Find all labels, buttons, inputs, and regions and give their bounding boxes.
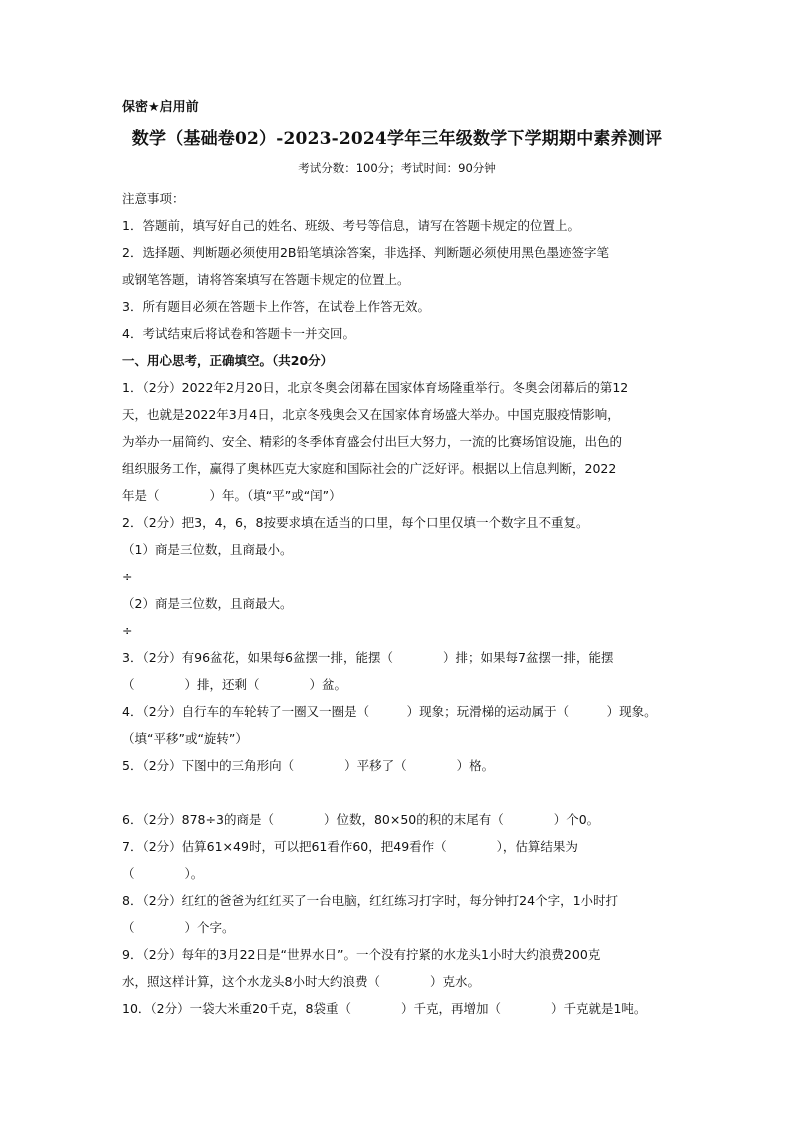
question-3-line: （ ）排，还剩（ ）盆。 (122, 677, 348, 692)
question-2-line: （2）商是三位数，且商最大。 (122, 596, 293, 611)
question-9-line: 水，照这样计算，这个水龙头8小时大约浪费（ ）克水。 (122, 974, 480, 989)
question-1-line: 1．（2分）2022年2月20日，北京冬奥会闭幕在国家体育场隆重举行。冬奥会闭幕后的第12 (122, 380, 629, 395)
question-1-line: 天，也就是2022年3月4日，北京冬残奥会又在国家体育场盛大举办。中国克服疫情影响， (122, 407, 620, 422)
question-4-line: 4．（2分）自行车的车轮转了一圈又一圈是（ ）现象；玩滑梯的运动属于（ ）现象。 (122, 704, 657, 719)
question-6-line: 6．（2分）878÷3的商是（ ）位数，80×50的积的末尾有（ ）个0。 (122, 812, 600, 827)
page-title: 数学（基础卷02）-2023-2024学年三年级数学下学期期中素养测评 (131, 129, 663, 149)
note-line: 或钢笔答题，请将答案填写在答题卡规定的位置上。 (122, 272, 410, 287)
question-7-line: 7．（2分）估算61×49时，可以把61看作60，把49看作（ ），估算结果为 (122, 839, 578, 854)
question-1-line: 年是（ ）年。（填“平”或“闰”） (122, 488, 342, 503)
division-sign: ÷ (122, 569, 133, 584)
question-4-line: （填“平移”或“旋转”） (122, 731, 248, 746)
figure-space (122, 779, 678, 806)
question-8-line: 8．（2分）红红的爸爸为红红买了一台电脑，红红练习打字时，每分钟打24个字，1小时打 (122, 893, 619, 908)
question-2-line: 2．（2分）把3，4，6，8按要求填在适当的口里，每个口里仅填一个数字且不重复。 (122, 515, 589, 530)
question-1-line: 组织服务工作，赢得了奥林匹克大家庭和国际社会的广泛好评。根据以上信息判断，2022 (122, 461, 617, 476)
notes-heading: 注意事项： (122, 191, 185, 206)
question-9-line: 9．（2分）每年的3月22日是“世界水日”。一个没有拧紧的水龙头1小时大约浪费200克 (122, 947, 601, 962)
note-line: 4．考试结束后将试卷和答题卡一并交回。 (122, 326, 355, 341)
section-heading: 一、用心思考，正确填空。（共20分） (122, 353, 334, 368)
note-line: 1．答题前，填写好自己的姓名、班级、考号等信息，请写在答题卡规定的位置上。 (122, 218, 580, 233)
division-sign: ÷ (122, 623, 133, 638)
question-3-line: 3．（2分）有96盆花，如果每6盆摆一排，能摆（ ）排；如果每7盆摆一排，能摆 (122, 650, 614, 665)
question-5-line: 5．（2分）下图中的三角形向（ ）平移了（ ）格。 (122, 758, 495, 773)
note-line: 2．选择题、判断题必须使用2B铅笔填涂答案，非选择、判断题必须使用黑色墨迹签字笔 (122, 245, 609, 260)
question-10-line: 10．（2分）一袋大米重20千克，8袋重（ ）千克，再增加（ ）千克就是1吨。 (122, 1001, 647, 1016)
confidential-label: 保密★启用前 (122, 100, 199, 115)
exam-body (122, 185, 678, 1022)
question-1-line: 为举办一届简约、安全、精彩的冬季体育盛会付出巨大努力，一流的比赛场馆设施，出色的 (122, 434, 623, 449)
question-7-line: （ ）。 (122, 866, 204, 881)
note-line: 3．所有题目必须在答题卡上作答，在试卷上作答无效。 (122, 299, 430, 314)
question-8-line: （ ）个字。 (122, 920, 235, 935)
question-2-line: （1）商是三位数，且商最小。 (122, 542, 293, 557)
exam-info: 考试分数：100分；考试时间：90分钟 (298, 161, 496, 175)
